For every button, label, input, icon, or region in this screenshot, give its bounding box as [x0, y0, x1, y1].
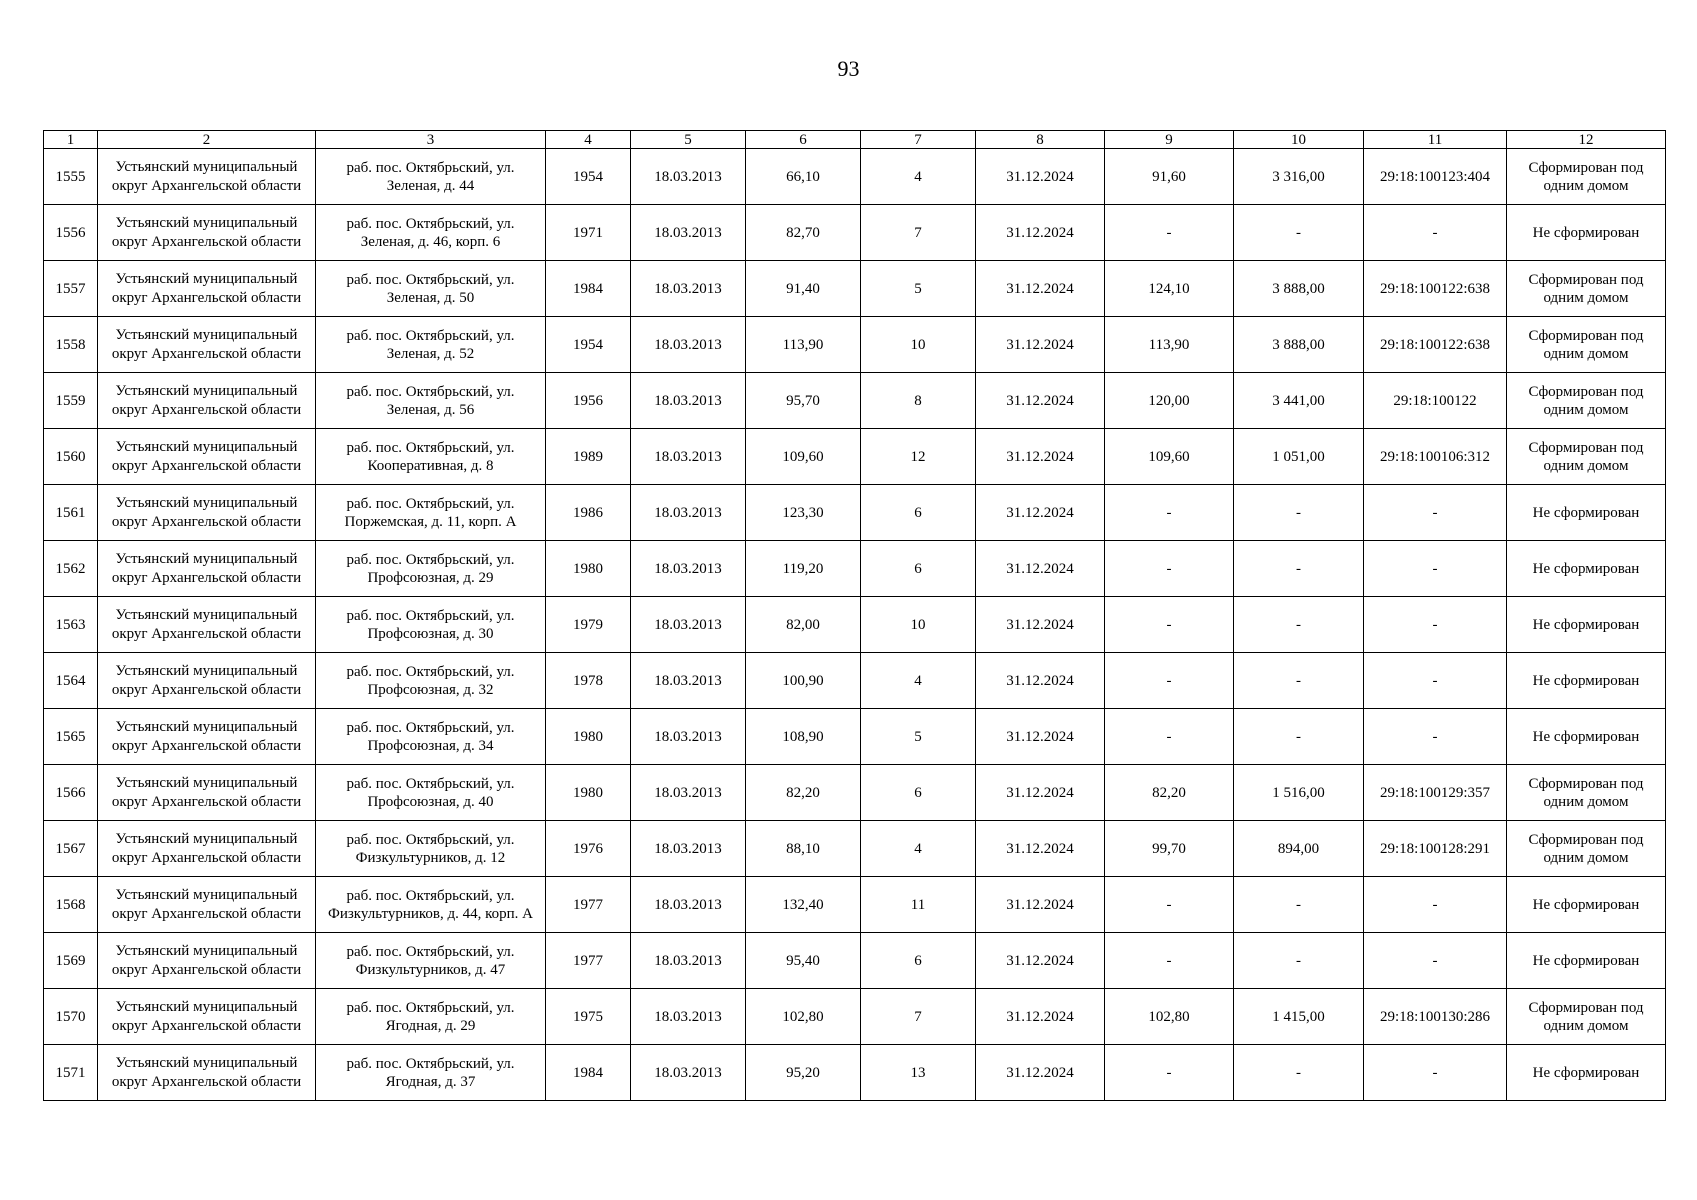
col-recognition-date-cell: 18.03.2013 — [631, 877, 746, 933]
col-municipality-cell: Устьянский муниципальный округ Архангельской области — [98, 597, 316, 653]
col-land-area-1-cell: - — [1105, 933, 1234, 989]
col-land-area-2-cell: - — [1234, 933, 1364, 989]
col-status-cell: Не сформирован — [1507, 877, 1666, 933]
col-status-cell: Сформирован под одним домом — [1507, 373, 1666, 429]
col-area-cell: 82,20 — [746, 765, 861, 821]
col-year-built-cell: 1971 — [546, 205, 631, 261]
header-col-area: 6 — [746, 131, 861, 149]
col-year-built-cell: 1977 — [546, 877, 631, 933]
col-land-area-1-cell: 102,80 — [1105, 989, 1234, 1045]
col-municipality-cell: Устьянский муниципальный округ Архангельской области — [98, 317, 316, 373]
col-year-built-cell: 1986 — [546, 485, 631, 541]
col-row-number-cell: 1559 — [44, 373, 98, 429]
col-municipality-cell: Устьянский муниципальный округ Архангельской области — [98, 877, 316, 933]
header-col-residents: 7 — [861, 131, 976, 149]
col-land-area-2-cell: - — [1234, 485, 1364, 541]
col-residents-cell: 4 — [861, 653, 976, 709]
col-cadastral-number-cell: 29:18:100106:312 — [1364, 429, 1507, 485]
col-cadastral-number-cell: 29:18:100122:638 — [1364, 317, 1507, 373]
col-land-area-2-cell: 1 051,00 — [1234, 429, 1364, 485]
col-resettlement-date-cell: 31.12.2024 — [976, 765, 1105, 821]
col-address-cell: раб. пос. Октябрьский, ул. Физкультурников, д. 44, корп. А — [316, 877, 546, 933]
col-resettlement-date-cell: 31.12.2024 — [976, 317, 1105, 373]
col-land-area-1-cell: 124,10 — [1105, 261, 1234, 317]
col-resettlement-date-cell: 31.12.2024 — [976, 541, 1105, 597]
col-cadastral-number-cell: 29:18:100122:638 — [1364, 261, 1507, 317]
col-resettlement-date-cell: 31.12.2024 — [976, 597, 1105, 653]
col-recognition-date-cell: 18.03.2013 — [631, 205, 746, 261]
col-recognition-date-cell: 18.03.2013 — [631, 1045, 746, 1101]
page-number: 93 — [837, 56, 860, 81]
col-resettlement-date-cell: 31.12.2024 — [976, 933, 1105, 989]
col-year-built-cell: 1989 — [546, 429, 631, 485]
col-row-number-cell: 1563 — [44, 597, 98, 653]
col-residents-cell: 10 — [861, 317, 976, 373]
col-year-built-cell: 1980 — [546, 541, 631, 597]
table-row — [44, 597, 1666, 653]
col-residents-cell: 6 — [861, 485, 976, 541]
col-row-number-cell: 1565 — [44, 709, 98, 765]
col-land-area-2-cell: 3 441,00 — [1234, 373, 1364, 429]
header-col-cadastral-number: 11 — [1364, 131, 1507, 149]
col-land-area-2-cell: - — [1234, 541, 1364, 597]
col-municipality-cell: Устьянский муниципальный округ Архангельской области — [98, 205, 316, 261]
col-address-cell: раб. пос. Октябрьский, ул. Профсоюзная, д. 32 — [316, 653, 546, 709]
col-status-cell: Не сформирован — [1507, 205, 1666, 261]
table-row — [44, 989, 1666, 1045]
col-cadastral-number-cell: 29:18:100130:286 — [1364, 989, 1507, 1045]
col-land-area-2-cell: - — [1234, 877, 1364, 933]
col-land-area-1-cell: 91,60 — [1105, 149, 1234, 205]
table-row — [44, 261, 1666, 317]
col-cadastral-number-cell: - — [1364, 709, 1507, 765]
table-row — [44, 933, 1666, 989]
col-residents-cell: 12 — [861, 429, 976, 485]
col-area-cell: 95,70 — [746, 373, 861, 429]
col-land-area-2-cell: 1 415,00 — [1234, 989, 1364, 1045]
col-row-number-cell: 1558 — [44, 317, 98, 373]
col-cadastral-number-cell: 29:18:100122 — [1364, 373, 1507, 429]
col-resettlement-date-cell: 31.12.2024 — [976, 877, 1105, 933]
col-area-cell: 102,80 — [746, 989, 861, 1045]
col-year-built-cell: 1979 — [546, 597, 631, 653]
col-area-cell: 123,30 — [746, 485, 861, 541]
col-cadastral-number-cell: - — [1364, 653, 1507, 709]
table-row — [44, 429, 1666, 485]
table-row — [44, 485, 1666, 541]
table-row — [44, 317, 1666, 373]
col-year-built-cell: 1984 — [546, 1045, 631, 1101]
col-year-built-cell: 1977 — [546, 933, 631, 989]
header-col-land-area-1: 9 — [1105, 131, 1234, 149]
col-area-cell: 82,00 — [746, 597, 861, 653]
col-land-area-2-cell: 894,00 — [1234, 821, 1364, 877]
col-residents-cell: 7 — [861, 205, 976, 261]
col-status-cell: Сформирован под одним домом — [1507, 765, 1666, 821]
col-land-area-2-cell: 3 888,00 — [1234, 317, 1364, 373]
col-recognition-date-cell: 18.03.2013 — [631, 989, 746, 1045]
col-residents-cell: 6 — [861, 933, 976, 989]
table-row — [44, 821, 1666, 877]
col-resettlement-date-cell: 31.12.2024 — [976, 429, 1105, 485]
col-municipality-cell: Устьянский муниципальный округ Архангельской области — [98, 429, 316, 485]
col-resettlement-date-cell: 31.12.2024 — [976, 1045, 1105, 1101]
col-cadastral-number-cell: 29:18:100129:357 — [1364, 765, 1507, 821]
col-land-area-2-cell: - — [1234, 597, 1364, 653]
col-row-number-cell: 1567 — [44, 821, 98, 877]
col-recognition-date-cell: 18.03.2013 — [631, 317, 746, 373]
col-municipality-cell: Устьянский муниципальный округ Архангельской области — [98, 821, 316, 877]
col-cadastral-number-cell: - — [1364, 877, 1507, 933]
col-address-cell: раб. пос. Октябрьский, ул. Профсоюзная, д. 30 — [316, 597, 546, 653]
col-row-number-cell: 1566 — [44, 765, 98, 821]
col-area-cell: 95,40 — [746, 933, 861, 989]
table-body — [44, 149, 1666, 1101]
col-municipality-cell: Устьянский муниципальный округ Архангельской области — [98, 485, 316, 541]
col-recognition-date-cell: 18.03.2013 — [631, 373, 746, 429]
col-land-area-2-cell: - — [1234, 1045, 1364, 1101]
col-land-area-1-cell: 82,20 — [1105, 765, 1234, 821]
col-address-cell: раб. пос. Октябрьский, ул. Зеленая, д. 56 — [316, 373, 546, 429]
col-residents-cell: 6 — [861, 765, 976, 821]
col-cadastral-number-cell: - — [1364, 541, 1507, 597]
col-address-cell: раб. пос. Октябрьский, ул. Ягодная, д. 29 — [316, 989, 546, 1045]
col-address-cell: раб. пос. Октябрьский, ул. Профсоюзная, д. 40 — [316, 765, 546, 821]
header-col-resettlement-date: 8 — [976, 131, 1105, 149]
col-resettlement-date-cell: 31.12.2024 — [976, 261, 1105, 317]
col-recognition-date-cell: 18.03.2013 — [631, 429, 746, 485]
col-address-cell: раб. пос. Октябрьский, ул. Профсоюзная, д. 34 — [316, 709, 546, 765]
col-recognition-date-cell: 18.03.2013 — [631, 261, 746, 317]
col-year-built-cell: 1984 — [546, 261, 631, 317]
col-area-cell: 109,60 — [746, 429, 861, 485]
header-col-row-number: 1 — [44, 131, 98, 149]
col-year-built-cell: 1978 — [546, 653, 631, 709]
col-year-built-cell: 1980 — [546, 709, 631, 765]
col-status-cell: Сформирован под одним домом — [1507, 317, 1666, 373]
col-area-cell: 82,70 — [746, 205, 861, 261]
col-municipality-cell: Устьянский муниципальный округ Архангельской области — [98, 541, 316, 597]
col-address-cell: раб. пос. Октябрьский, ул. Зеленая, д. 44 — [316, 149, 546, 205]
col-recognition-date-cell: 18.03.2013 — [631, 821, 746, 877]
col-row-number-cell: 1560 — [44, 429, 98, 485]
col-address-cell: раб. пос. Октябрьский, ул. Профсоюзная, д. 29 — [316, 541, 546, 597]
col-row-number-cell: 1571 — [44, 1045, 98, 1101]
col-municipality-cell: Устьянский муниципальный округ Архангельской области — [98, 765, 316, 821]
col-address-cell: раб. пос. Октябрьский, ул. Зеленая, д. 50 — [316, 261, 546, 317]
col-resettlement-date-cell: 31.12.2024 — [976, 373, 1105, 429]
col-residents-cell: 11 — [861, 877, 976, 933]
col-address-cell: раб. пос. Октябрьский, ул. Физкультурников, д. 47 — [316, 933, 546, 989]
col-residents-cell: 6 — [861, 541, 976, 597]
col-municipality-cell: Устьянский муниципальный округ Архангельской области — [98, 989, 316, 1045]
col-row-number-cell: 1569 — [44, 933, 98, 989]
col-municipality-cell: Устьянский муниципальный округ Архангельской области — [98, 709, 316, 765]
col-land-area-2-cell: 3 888,00 — [1234, 261, 1364, 317]
col-land-area-1-cell: - — [1105, 653, 1234, 709]
col-land-area-2-cell: 3 316,00 — [1234, 149, 1364, 205]
col-status-cell: Не сформирован — [1507, 597, 1666, 653]
col-status-cell: Не сформирован — [1507, 709, 1666, 765]
col-cadastral-number-cell: 29:18:100128:291 — [1364, 821, 1507, 877]
table-row — [44, 765, 1666, 821]
col-address-cell: раб. пос. Октябрьский, ул. Зеленая, д. 46, корп. 6 — [316, 205, 546, 261]
col-cadastral-number-cell: - — [1364, 597, 1507, 653]
col-area-cell: 132,40 — [746, 877, 861, 933]
col-area-cell: 91,40 — [746, 261, 861, 317]
col-year-built-cell: 1975 — [546, 989, 631, 1045]
col-area-cell: 95,20 — [746, 1045, 861, 1101]
col-resettlement-date-cell: 31.12.2024 — [976, 709, 1105, 765]
col-cadastral-number-cell: - — [1364, 485, 1507, 541]
col-land-area-1-cell: 109,60 — [1105, 429, 1234, 485]
col-land-area-1-cell: 120,00 — [1105, 373, 1234, 429]
col-land-area-1-cell: - — [1105, 485, 1234, 541]
header-col-land-area-2: 10 — [1234, 131, 1364, 149]
housing-registry-table — [43, 130, 1666, 1101]
table-row — [44, 877, 1666, 933]
header-col-address: 3 — [316, 131, 546, 149]
col-area-cell: 100,90 — [746, 653, 861, 709]
col-residents-cell: 5 — [861, 261, 976, 317]
col-recognition-date-cell: 18.03.2013 — [631, 765, 746, 821]
col-row-number-cell: 1568 — [44, 877, 98, 933]
col-recognition-date-cell: 18.03.2013 — [631, 597, 746, 653]
col-land-area-2-cell: - — [1234, 205, 1364, 261]
col-status-cell: Не сформирован — [1507, 933, 1666, 989]
col-row-number-cell: 1557 — [44, 261, 98, 317]
col-municipality-cell: Устьянский муниципальный округ Архангельской области — [98, 653, 316, 709]
col-residents-cell: 4 — [861, 821, 976, 877]
col-recognition-date-cell: 18.03.2013 — [631, 933, 746, 989]
col-status-cell: Сформирован под одним домом — [1507, 149, 1666, 205]
col-resettlement-date-cell: 31.12.2024 — [976, 149, 1105, 205]
header-col-year-built: 4 — [546, 131, 631, 149]
col-row-number-cell: 1561 — [44, 485, 98, 541]
col-land-area-1-cell: 99,70 — [1105, 821, 1234, 877]
col-land-area-1-cell: - — [1105, 205, 1234, 261]
col-area-cell: 119,20 — [746, 541, 861, 597]
col-resettlement-date-cell: 31.12.2024 — [976, 205, 1105, 261]
col-cadastral-number-cell: - — [1364, 1045, 1507, 1101]
col-land-area-2-cell: - — [1234, 709, 1364, 765]
col-recognition-date-cell: 18.03.2013 — [631, 541, 746, 597]
table-row — [44, 373, 1666, 429]
col-land-area-1-cell: - — [1105, 709, 1234, 765]
col-resettlement-date-cell: 31.12.2024 — [976, 653, 1105, 709]
col-status-cell: Сформирован под одним домом — [1507, 261, 1666, 317]
table-row — [44, 1045, 1666, 1101]
col-status-cell: Не сформирован — [1507, 541, 1666, 597]
col-municipality-cell: Устьянский муниципальный округ Архангельской области — [98, 261, 316, 317]
col-address-cell: раб. пос. Октябрьский, ул. Поржемская, д. 11, корп. А — [316, 485, 546, 541]
col-land-area-1-cell: 113,90 — [1105, 317, 1234, 373]
col-area-cell: 113,90 — [746, 317, 861, 373]
header-col-status: 12 — [1507, 131, 1666, 149]
header-col-recognition-date: 5 — [631, 131, 746, 149]
col-year-built-cell: 1976 — [546, 821, 631, 877]
table-row — [44, 541, 1666, 597]
col-status-cell: Сформирован под одним домом — [1507, 429, 1666, 485]
col-resettlement-date-cell: 31.12.2024 — [976, 485, 1105, 541]
col-cadastral-number-cell: 29:18:100123:404 — [1364, 149, 1507, 205]
col-residents-cell: 4 — [861, 149, 976, 205]
table-row — [44, 149, 1666, 205]
col-year-built-cell: 1980 — [546, 765, 631, 821]
col-residents-cell: 10 — [861, 597, 976, 653]
col-cadastral-number-cell: - — [1364, 205, 1507, 261]
col-recognition-date-cell: 18.03.2013 — [631, 149, 746, 205]
col-residents-cell: 7 — [861, 989, 976, 1045]
table-row — [44, 205, 1666, 261]
col-area-cell: 88,10 — [746, 821, 861, 877]
col-year-built-cell: 1954 — [546, 149, 631, 205]
col-land-area-1-cell: - — [1105, 597, 1234, 653]
col-status-cell: Не сформирован — [1507, 485, 1666, 541]
col-row-number-cell: 1556 — [44, 205, 98, 261]
col-residents-cell: 8 — [861, 373, 976, 429]
table-row — [44, 653, 1666, 709]
col-row-number-cell: 1564 — [44, 653, 98, 709]
col-year-built-cell: 1956 — [546, 373, 631, 429]
col-row-number-cell: 1570 — [44, 989, 98, 1045]
col-land-area-1-cell: - — [1105, 877, 1234, 933]
col-status-cell: Сформирован под одним домом — [1507, 989, 1666, 1045]
col-recognition-date-cell: 18.03.2013 — [631, 709, 746, 765]
col-address-cell: раб. пос. Октябрьский, ул. Зеленая, д. 52 — [316, 317, 546, 373]
col-status-cell: Не сформирован — [1507, 1045, 1666, 1101]
header-col-municipality: 2 — [98, 131, 316, 149]
col-land-area-2-cell: - — [1234, 653, 1364, 709]
col-address-cell: раб. пос. Октябрьский, ул. Ягодная, д. 37 — [316, 1045, 546, 1101]
col-address-cell: раб. пос. Октябрьский, ул. Физкультурников, д. 12 — [316, 821, 546, 877]
col-year-built-cell: 1954 — [546, 317, 631, 373]
table-header-row — [44, 131, 1666, 149]
col-row-number-cell: 1562 — [44, 541, 98, 597]
table-row — [44, 709, 1666, 765]
col-land-area-1-cell: - — [1105, 1045, 1234, 1101]
col-area-cell: 66,10 — [746, 149, 861, 205]
col-address-cell: раб. пос. Октябрьский, ул. Кооперативная, д. 8 — [316, 429, 546, 485]
col-recognition-date-cell: 18.03.2013 — [631, 485, 746, 541]
col-municipality-cell: Устьянский муниципальный округ Архангельской области — [98, 933, 316, 989]
col-municipality-cell: Устьянский муниципальный округ Архангельской области — [98, 1045, 316, 1101]
col-resettlement-date-cell: 31.12.2024 — [976, 989, 1105, 1045]
col-residents-cell: 5 — [861, 709, 976, 765]
col-cadastral-number-cell: - — [1364, 933, 1507, 989]
col-residents-cell: 13 — [861, 1045, 976, 1101]
col-area-cell: 108,90 — [746, 709, 861, 765]
col-status-cell: Не сформирован — [1507, 653, 1666, 709]
col-land-area-2-cell: 1 516,00 — [1234, 765, 1364, 821]
col-municipality-cell: Устьянский муниципальный округ Архангельской области — [98, 149, 316, 205]
col-recognition-date-cell: 18.03.2013 — [631, 653, 746, 709]
col-land-area-1-cell: - — [1105, 541, 1234, 597]
col-municipality-cell: Устьянский муниципальный округ Архангельской области — [98, 373, 316, 429]
col-resettlement-date-cell: 31.12.2024 — [976, 821, 1105, 877]
col-row-number-cell: 1555 — [44, 149, 98, 205]
col-status-cell: Сформирован под одним домом — [1507, 821, 1666, 877]
